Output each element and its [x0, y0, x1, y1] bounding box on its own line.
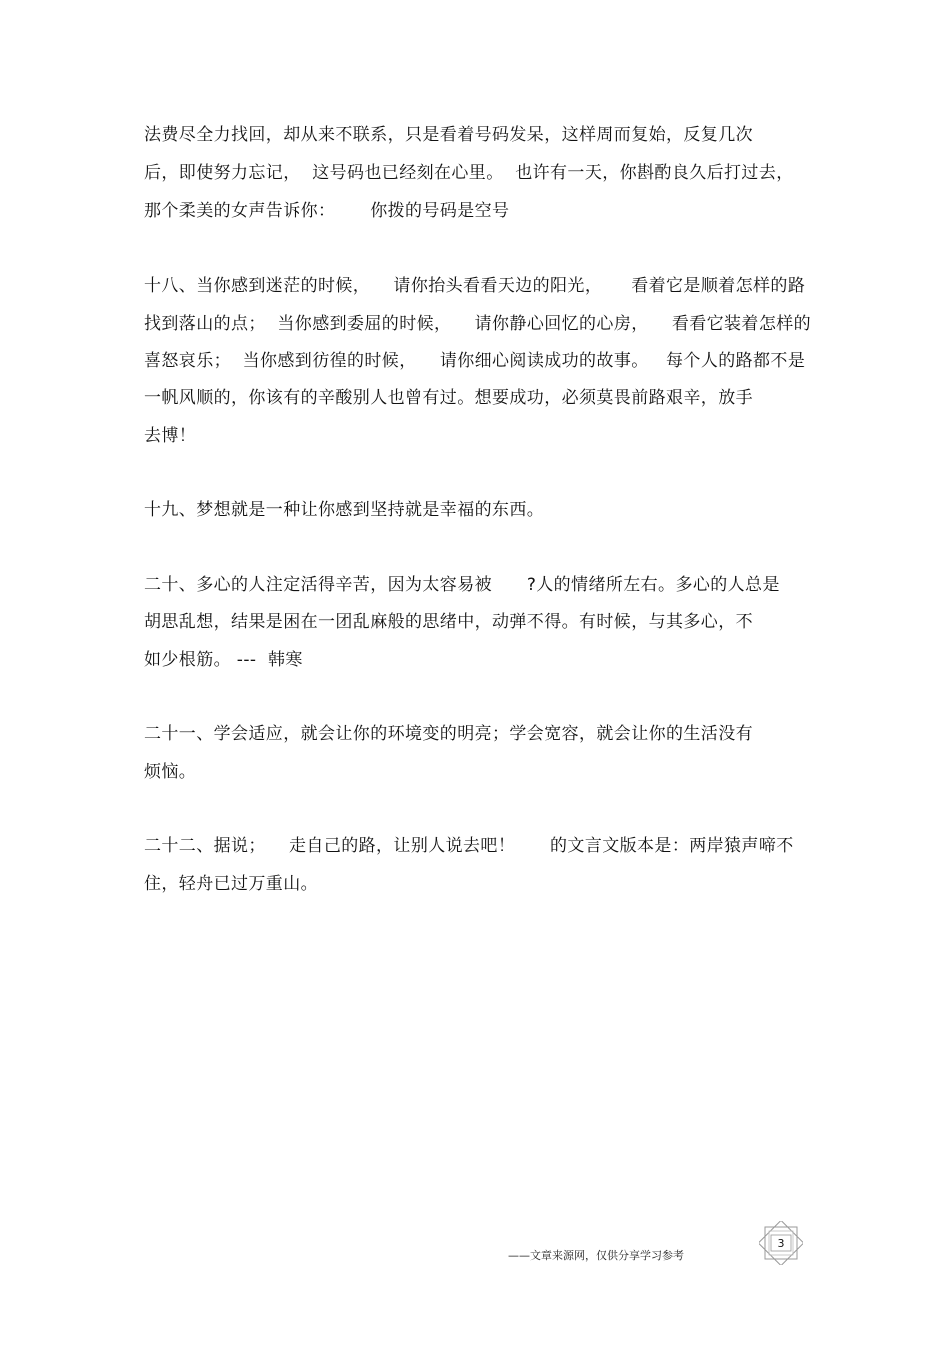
paragraph-20-line-2: 胡思乱想，结果是困在一团乱麻般的思绪中，动弹不得。有时候，与其多心，不	[144, 612, 753, 632]
paragraph-18-line-2: 找到落山的点； 当你感到委屈的时候， 请你静心回忆的心房， 看看它装着怎样的	[144, 314, 812, 334]
paragraph-18-line-5: 去博！	[144, 426, 197, 446]
paragraph-21-line-1: 二十一、学会适应，就会让你的环境变的明亮；学会宽容，就会让你的生活没有	[144, 724, 753, 744]
paragraph-19-line-1: 十九、梦想就是一种让你感到坚持就是幸福的东西。	[144, 500, 545, 520]
paragraph-20-line-1: 二十、多心的人注定活得辛苦，因为太容易被 ?人的情绪所左右。多心的人总是	[144, 575, 780, 595]
paragraph-18-line-4: 一帆风顺的，你该有的辛酸别人也曾有过。想要成功，必须莫畏前路艰辛，放手	[144, 388, 753, 408]
page-number-badge	[759, 1221, 803, 1265]
paragraph-21-line-2: 烦恼。	[144, 762, 197, 782]
page-number: 3	[777, 1236, 785, 1250]
paragraph-22-line-1: 二十二、据说； 走自己的路，让别人说去吧！ 的文言文版本是：两岸猿声啼不	[144, 836, 794, 856]
paragraph-18-line-3: 喜怒哀乐； 当你感到彷徨的时候， 请你细心阅读成功的故事。 每个人的路都不是	[144, 351, 806, 371]
paragraph-18-line-1: 十八、当你感到迷茫的时候， 请你抬头看看天边的阳光， 看着它是顺着怎样的路	[144, 276, 806, 296]
footer-source-note: ——文章来源网，仅供分享学习参考	[508, 1249, 684, 1262]
paragraph-1-line-2: 后，即使努力忘记， 这号码也已经刻在心里。 也许有一天，你斟酌良久后打过去，	[144, 163, 794, 183]
paragraph-1-line-1: 法费尽全力找回，却从来不联系，只是看着号码发呆，这样周而复始，反复几次	[144, 125, 753, 145]
paragraph-22-line-2: 住，轻舟已过万重山。	[144, 874, 318, 894]
paragraph-20-line-3: 如少根筋。 --- 韩寒	[144, 650, 303, 670]
paragraph-1-line-3: 那个柔美的女声告诉你： 你拨的号码是空号	[144, 201, 510, 221]
